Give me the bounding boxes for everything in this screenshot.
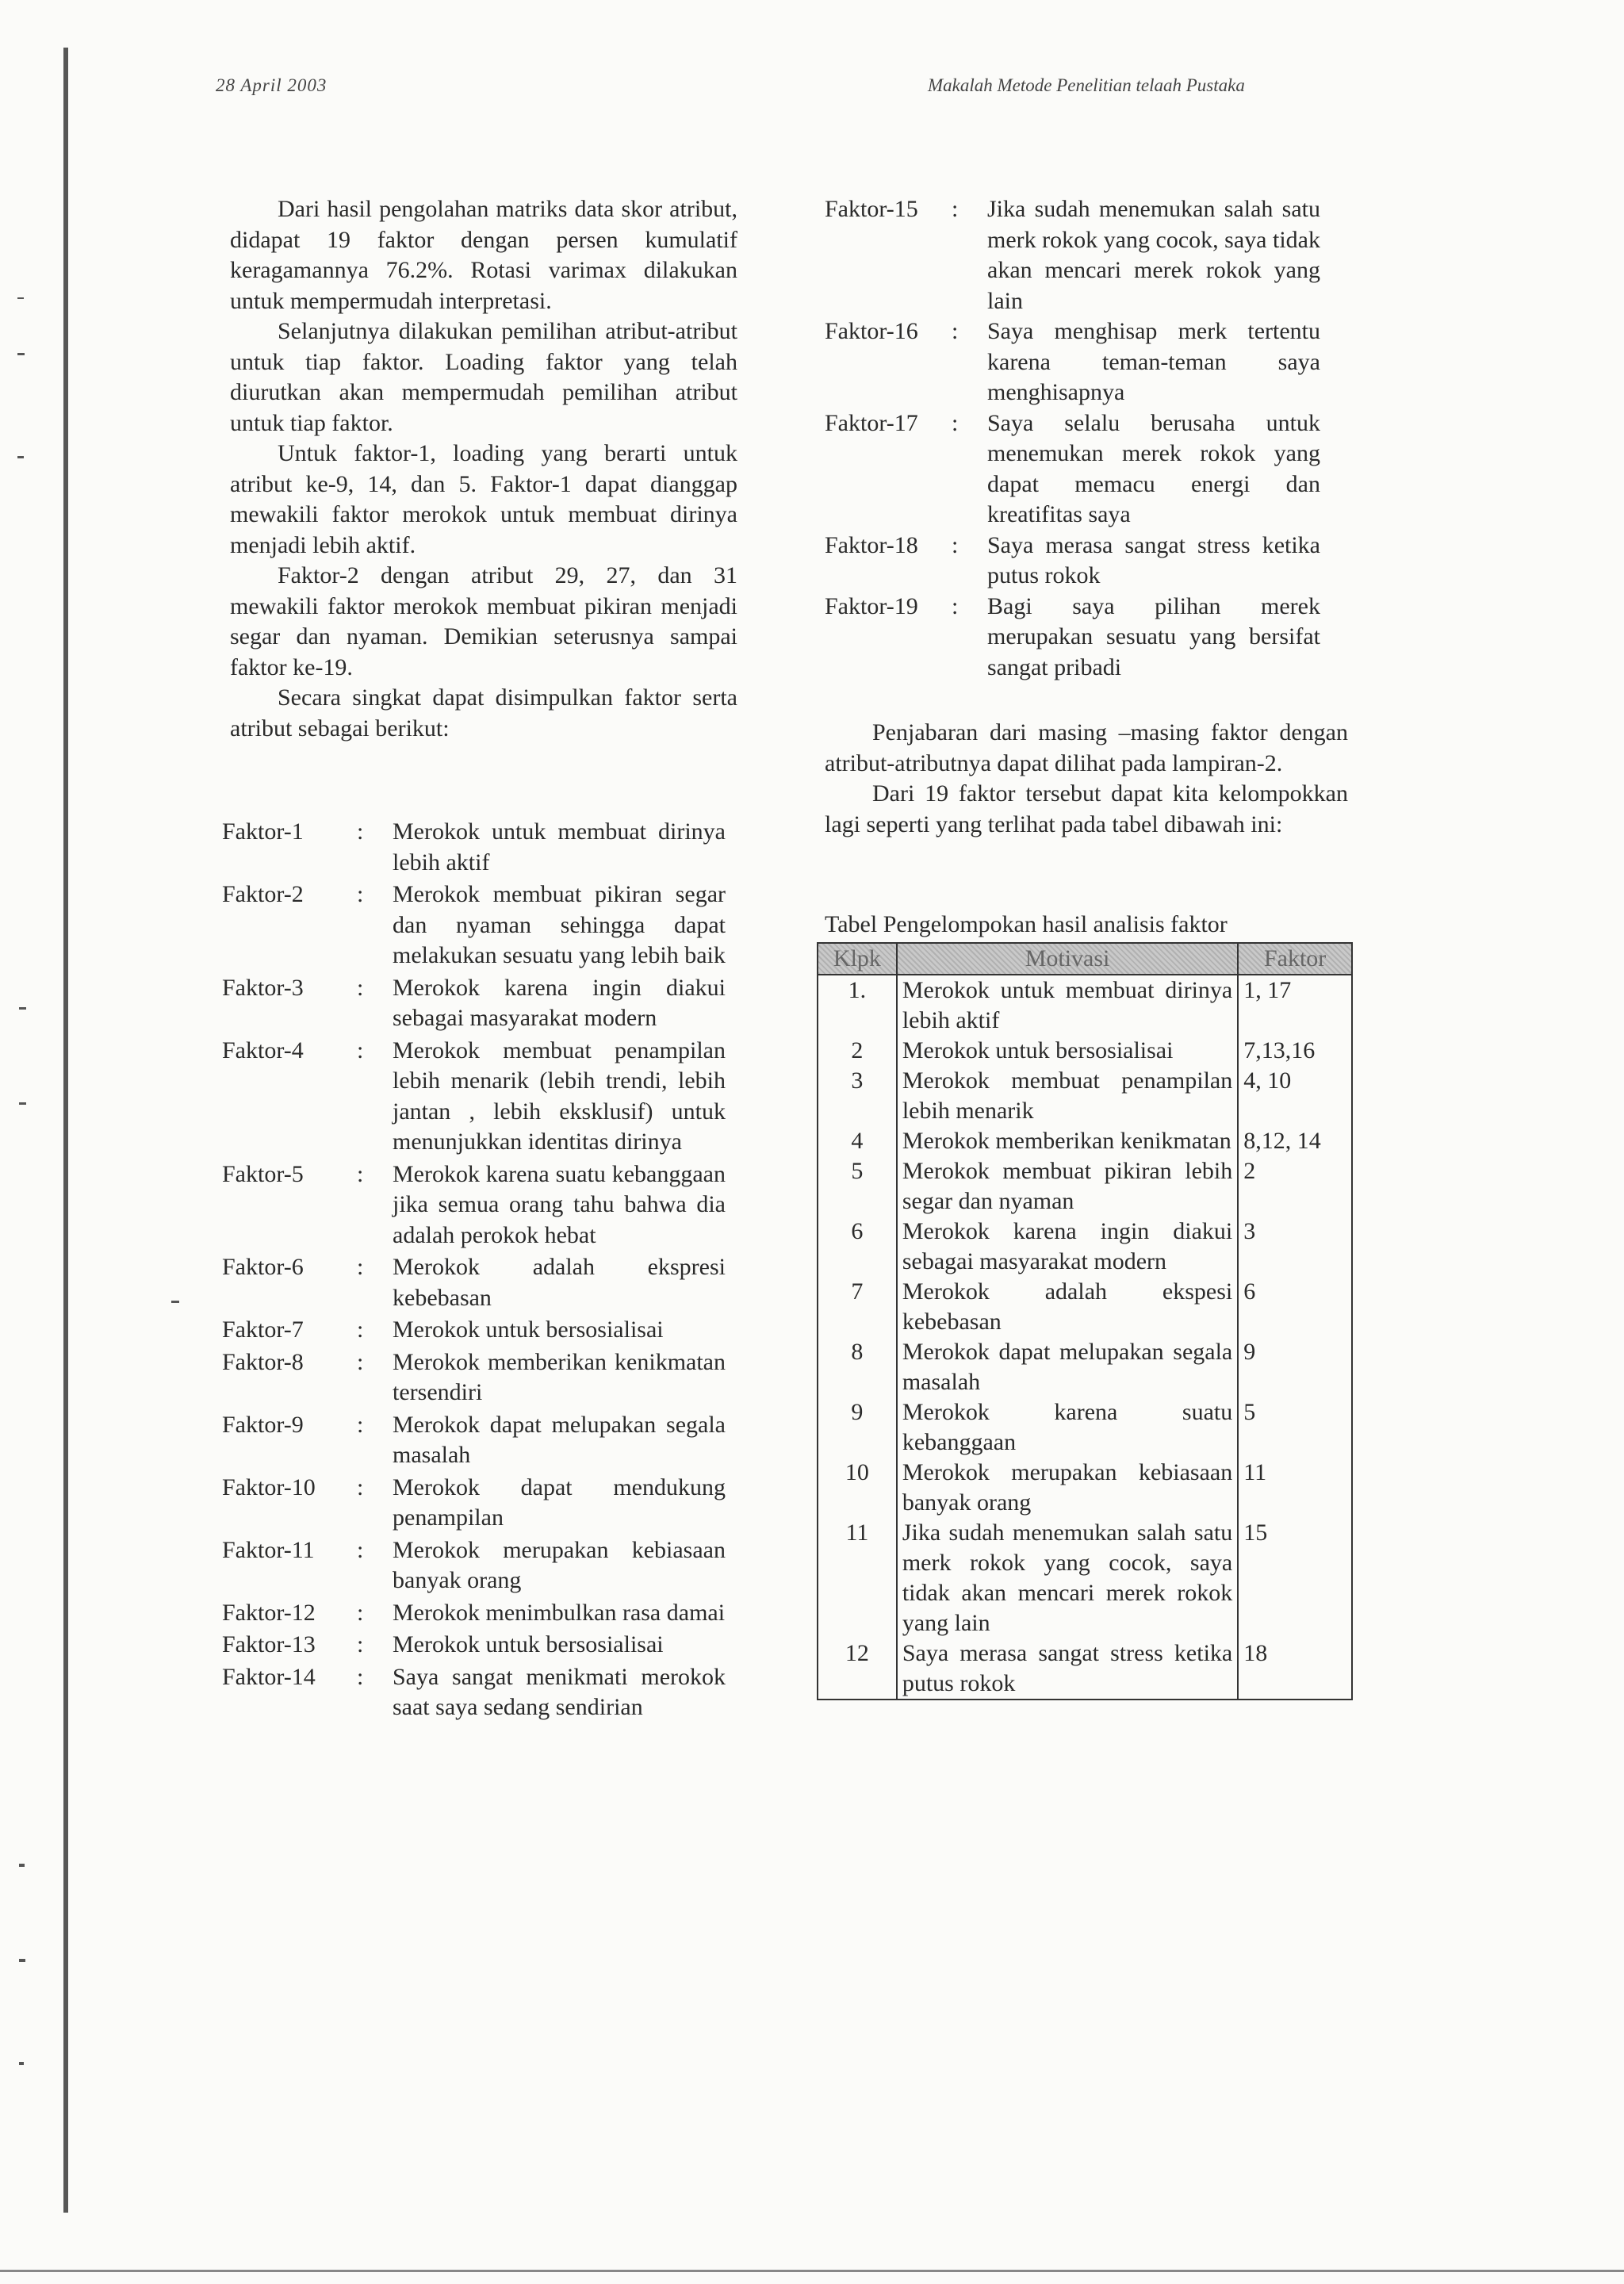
factor-label: Faktor-6 xyxy=(222,1254,304,1280)
cell-faktor: 6 xyxy=(1238,1277,1352,1337)
table-header-row xyxy=(818,943,1352,975)
column-header-faktor: Faktor xyxy=(1238,943,1352,975)
cell-klpk: 5 xyxy=(818,1156,897,1217)
column-header-motivasi: Motivasi xyxy=(897,943,1238,975)
factor-item xyxy=(825,408,1332,531)
factor-item xyxy=(222,879,745,971)
cell-klpk: 3 xyxy=(818,1066,897,1126)
factor-list-right xyxy=(825,194,1332,683)
cell-motivasi: Merokok membuat pikiran lebih segar dan nyaman xyxy=(897,1156,1238,1217)
factor-colon: : xyxy=(952,196,959,222)
cell-motivasi: Merokok karena suatu kebanggaan xyxy=(897,1397,1238,1458)
factor-text: Merokok dapat melupakan segala masalah xyxy=(393,1411,726,1468)
factor-colon: : xyxy=(357,1473,364,1500)
table-row xyxy=(818,1156,1352,1217)
cell-motivasi: Merokok merupakan kebiasaan banyak orang xyxy=(897,1458,1238,1518)
factor-text: Saya selalu berusaha untuk menemukan merek rokok yang dapat memacu energi dan kreatifitas saya xyxy=(987,409,1320,527)
scan-bottom-line xyxy=(0,2270,1624,2272)
factor-colon: : xyxy=(357,818,364,845)
factor-label: Faktor-14 xyxy=(222,1663,316,1690)
cell-klpk: 7 xyxy=(818,1277,897,1337)
right-column-text xyxy=(825,718,1348,840)
cell-klpk: 11 xyxy=(818,1518,897,1638)
cell-klpk: 1. xyxy=(818,975,897,1036)
factor-text: Saya merasa sangat stress ketika putus rokok xyxy=(987,531,1320,588)
factor-colon: : xyxy=(357,1348,364,1375)
factor-colon: : xyxy=(952,531,959,558)
scan-speck xyxy=(19,2062,24,2065)
paragraph: Dari hasil pengolahan matriks data skor atribut, didapat 19 faktor dengan persen kumulatif keragamannya 76.2%. Rotasi varimax dilakukan untuk mempermudah interpretasi. xyxy=(230,196,737,314)
cell-motivasi: Merokok adalah ekspesi kebebasan xyxy=(897,1277,1238,1337)
header-title: Makalah Metode Penelitian telaah Pustaka xyxy=(928,75,1245,95)
table-row xyxy=(818,975,1352,1036)
factor-text: Merokok merupakan kebiasaan banyak orang xyxy=(393,1536,726,1593)
factor-label: Faktor-9 xyxy=(222,1411,304,1438)
cell-klpk: 12 xyxy=(818,1638,897,1700)
factor-label: Faktor-8 xyxy=(222,1348,304,1375)
factor-text: Merokok untuk membuat dirinya lebih aktif xyxy=(393,818,726,876)
factor-colon: : xyxy=(357,1411,364,1438)
cell-klpk: 8 xyxy=(818,1337,897,1397)
factor-item xyxy=(222,1036,745,1158)
factor-item xyxy=(825,194,1332,316)
factor-label: Faktor-15 xyxy=(825,196,918,222)
cell-motivasi: Merokok dapat melupakan segala masalah xyxy=(897,1337,1238,1397)
factor-group-table xyxy=(817,942,1353,1700)
factor-label: Faktor-19 xyxy=(825,592,918,619)
paragraph: Untuk faktor-1, loading yang berarti untuk atribut ke-9, 14, dan 5. Faktor-1 dapat dianggap mewakili faktor merokok untuk membuat dirinya menjadi lebih aktif. xyxy=(230,440,737,558)
factor-text: Merokok untuk bersosialisai xyxy=(393,1316,664,1343)
scan-speck xyxy=(19,1102,26,1105)
scan-speck xyxy=(19,1007,26,1010)
paragraph: Secara singkat dapat disimpulkan faktor serta atribut sebagai berikut: xyxy=(230,684,737,742)
factor-colon: : xyxy=(357,1160,364,1187)
scan-edge-line xyxy=(63,48,68,2213)
table-row xyxy=(818,1458,1352,1518)
table-row xyxy=(818,1036,1352,1066)
factor-text: Merokok karena suatu kebanggaan jika semua orang tahu bahwa dia adalah perokok hebat xyxy=(393,1160,726,1248)
factor-item xyxy=(222,1473,745,1534)
factor-text: Merokok untuk bersosialisai xyxy=(393,1631,664,1657)
cell-faktor: 15 xyxy=(1238,1518,1352,1638)
factor-item xyxy=(825,592,1332,684)
cell-faktor: 18 xyxy=(1238,1638,1352,1700)
left-column-text xyxy=(230,194,737,744)
column-header-klpk: Klpk xyxy=(818,943,897,975)
factor-text: Merokok memberikan kenikmatan tersendiri xyxy=(393,1348,726,1405)
factor-label: Faktor-3 xyxy=(222,974,304,1001)
cell-klpk: 10 xyxy=(818,1458,897,1518)
table-row xyxy=(818,1397,1352,1458)
factor-item xyxy=(222,1159,745,1251)
factor-label: Faktor-11 xyxy=(222,1536,315,1563)
cell-motivasi: Jika sudah menemukan salah satu merk rokok yang cocok, saya tidak akan mencari merek rokok yang lain xyxy=(897,1518,1238,1638)
scan-speck xyxy=(17,353,25,355)
factor-text: Merokok membuat penampilan lebih menarik (lebih trendi, lebih jantan , lebih eksklusif) untuk menunjukkan identitas dirinya xyxy=(393,1037,726,1155)
factor-colon: : xyxy=(357,1254,364,1280)
factor-label: Faktor-10 xyxy=(222,1473,316,1500)
factor-label: Faktor-2 xyxy=(222,881,304,907)
paragraph: Penjabaran dari masing –masing faktor dengan atribut-atributnya dapat dilihat pada lampiran-2. xyxy=(825,719,1348,776)
cell-motivasi: Merokok untuk membuat dirinya lebih aktif xyxy=(897,975,1238,1036)
cell-motivasi: Merokok memberikan kenikmatan xyxy=(897,1126,1238,1156)
factor-item xyxy=(222,1347,745,1408)
cell-faktor: 11 xyxy=(1238,1458,1352,1518)
factor-text: Jika sudah menemukan salah satu merk rokok yang cocok, saya tidak akan mencari merek rokok yang lain xyxy=(987,196,1320,314)
factor-item xyxy=(222,1315,745,1346)
factor-colon: : xyxy=(357,974,364,1001)
factor-label: Faktor-18 xyxy=(825,531,918,558)
factor-item xyxy=(825,531,1332,592)
factor-colon: : xyxy=(357,1631,364,1657)
factor-label: Faktor-4 xyxy=(222,1037,304,1063)
factor-list-left xyxy=(222,817,745,1725)
paragraph: Dari 19 faktor tersebut dapat kita kelompokkan lagi seperti yang terlihat pada tabel dibawah ini: xyxy=(825,780,1348,837)
cell-motivasi: Saya merasa sangat stress ketika putus rokok xyxy=(897,1638,1238,1700)
cell-faktor: 9 xyxy=(1238,1337,1352,1397)
factor-item xyxy=(222,1535,745,1596)
scan-speck xyxy=(19,1864,25,1867)
factor-item xyxy=(222,1598,745,1629)
factor-text: Merokok dapat mendukung penampilan xyxy=(393,1473,726,1531)
cell-motivasi: Merokok untuk bersosialisai xyxy=(897,1036,1238,1066)
factor-text: Saya sangat menikmati merokok saat saya sedang sendirian xyxy=(393,1663,726,1720)
factor-item xyxy=(825,316,1332,408)
cell-klpk: 9 xyxy=(818,1397,897,1458)
header-date: 28 April 2003 xyxy=(216,75,327,95)
cell-faktor: 7,13,16 xyxy=(1238,1036,1352,1066)
factor-colon: : xyxy=(357,881,364,907)
factor-item xyxy=(222,1252,745,1313)
cell-faktor: 5 xyxy=(1238,1397,1352,1458)
factor-colon: : xyxy=(952,409,959,436)
factor-text: Merokok karena ingin diakui sebagai masyarakat modern xyxy=(393,974,726,1031)
cell-faktor: 3 xyxy=(1238,1217,1352,1277)
factor-text: Bagi saya pilihan merek merupakan sesuatu yang bersifat sangat pribadi xyxy=(987,592,1320,680)
factor-colon: : xyxy=(357,1599,364,1626)
scan-speck xyxy=(17,456,24,458)
factor-label: Faktor-1 xyxy=(222,818,304,845)
table-row xyxy=(818,1217,1352,1277)
factor-item xyxy=(222,973,745,1034)
factor-colon: : xyxy=(357,1536,364,1563)
table-row xyxy=(818,1337,1352,1397)
cell-faktor: 8,12, 14 xyxy=(1238,1126,1352,1156)
factor-item xyxy=(222,817,745,878)
cell-faktor: 4, 10 xyxy=(1238,1066,1352,1126)
cell-klpk: 6 xyxy=(818,1217,897,1277)
factor-item xyxy=(222,1630,745,1661)
factor-label: Faktor-5 xyxy=(222,1160,304,1187)
scan-speck xyxy=(171,1301,179,1303)
cell-klpk: 4 xyxy=(818,1126,897,1156)
factor-label: Faktor-16 xyxy=(825,318,918,344)
cell-faktor: 1, 17 xyxy=(1238,975,1352,1036)
table-row xyxy=(818,1277,1352,1337)
scan-speck xyxy=(17,297,24,299)
factor-colon: : xyxy=(952,318,959,344)
cell-motivasi: Merokok membuat penampilan lebih menarik xyxy=(897,1066,1238,1126)
paragraph: Faktor-2 dengan atribut 29, 27, dan 31 mewakili faktor merokok membuat pikiran menjadi segar dan nyaman. Demikian seterusnya sampai faktor ke-19. xyxy=(230,562,737,680)
cell-faktor: 2 xyxy=(1238,1156,1352,1217)
factor-label: Faktor-13 xyxy=(222,1631,316,1657)
factor-label: Faktor-7 xyxy=(222,1316,304,1343)
table-row xyxy=(818,1638,1352,1700)
factor-colon: : xyxy=(357,1663,364,1690)
paragraph: Selanjutnya dilakukan pemilihan atribut-atribut untuk tiap faktor. Loading faktor yang telah diurutkan akan mempermudah pemilihan atribut untuk tiap faktor. xyxy=(230,318,737,436)
factor-colon: : xyxy=(357,1316,364,1343)
factor-label: Faktor-17 xyxy=(825,409,918,436)
cell-motivasi: Merokok karena ingin diakui sebagai masyarakat modern xyxy=(897,1217,1238,1277)
cell-klpk: 2 xyxy=(818,1036,897,1066)
factor-text: Merokok menimbulkan rasa damai xyxy=(393,1599,726,1626)
factor-text: Merokok adalah ekspresi kebebasan xyxy=(393,1254,726,1311)
factor-colon: : xyxy=(357,1037,364,1063)
factor-item xyxy=(222,1410,745,1471)
table-row xyxy=(818,1066,1352,1126)
factor-colon: : xyxy=(952,592,959,619)
table-row xyxy=(818,1518,1352,1638)
factor-label: Faktor-12 xyxy=(222,1599,316,1626)
table-caption: Tabel Pengelompokan hasil analisis faktor xyxy=(825,911,1228,937)
factor-text: Saya menghisap merk tertentu karena teman-teman saya menghisapnya xyxy=(987,318,1320,405)
factor-item xyxy=(222,1662,745,1723)
scan-speck xyxy=(19,1959,25,1962)
table-row xyxy=(818,1126,1352,1156)
factor-text: Merokok membuat pikiran segar dan nyaman sehingga dapat melakukan sesuatu yang lebih baik xyxy=(393,881,726,968)
